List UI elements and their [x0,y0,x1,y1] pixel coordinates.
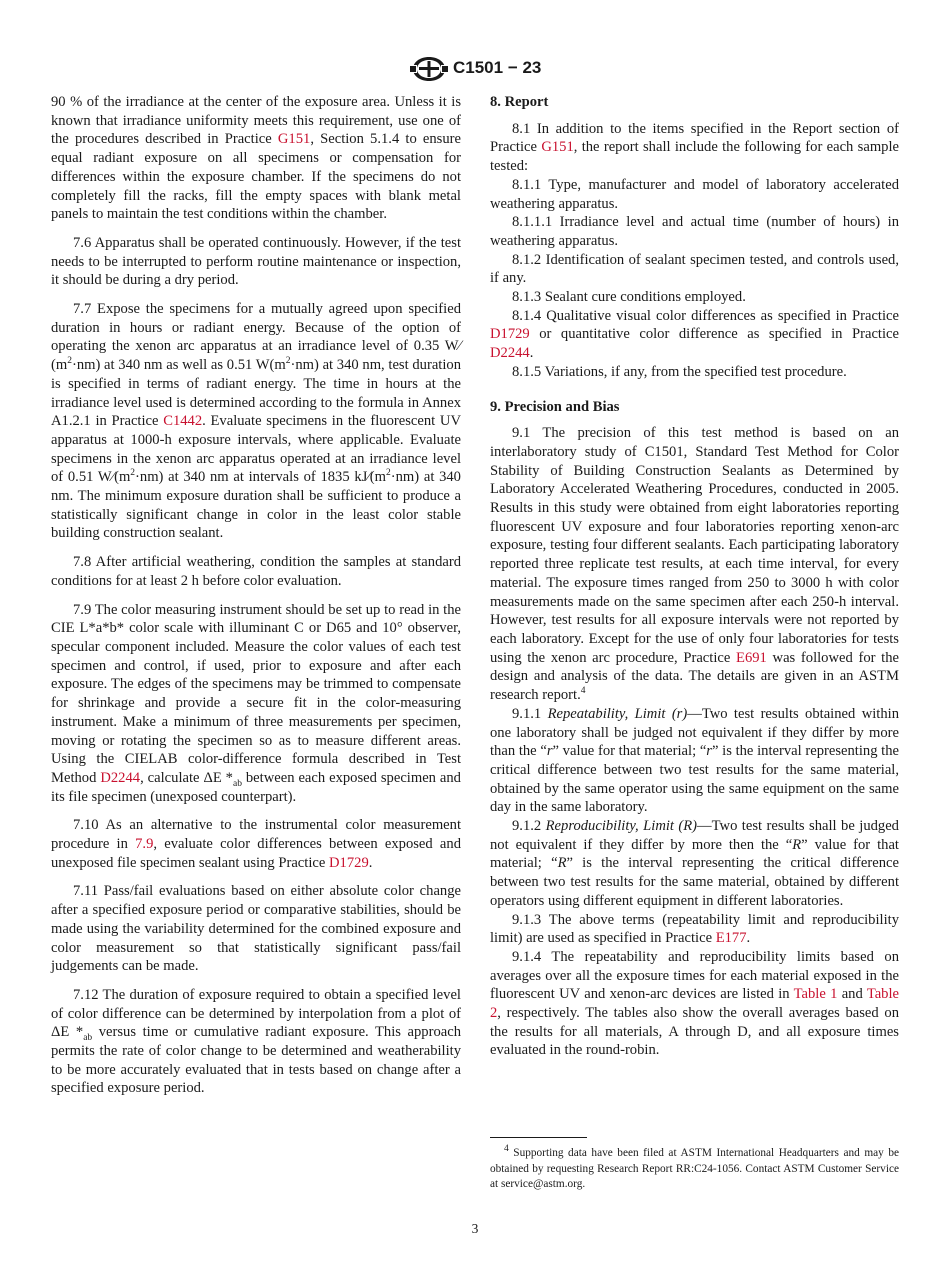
paragraph-7-6: 7.6 Apparatus shall be operated continuously. However, if the test needs to be interrupted to perform routine maintenance or inspection, it should be during a dry period. [51,234,461,289]
paragraph-9-1-1: 9.1.1 Repeatability, Limit (r)—Two test results obtained within one laboratory shall be judged not equivalent if they differ by more than the “r” value for that material; “r” is the interval representing the critical difference between two test results for the same material, obtained by the same operator using the same equipment on the same day in the same laboratory. [490,705,900,816]
page-header [0,56,950,82]
paragraph-7-10: 7.10 As an alternative to the instrumental color measurement procedure in 7.9, evaluate color differences between exposed and unexposed file specimen sealant using Practice D1729. [51,817,461,871]
link-d1729[interactable]: D1729 [329,854,369,871]
link-e177[interactable]: E177 [715,930,747,947]
footnote-ref-4: 4 [580,686,586,697]
footnote-divider [490,1137,587,1138]
link-d1729-report[interactable]: D1729 [490,326,530,343]
left-column [51,93,461,1108]
paragraph-8-1-1-1: 8.1.1.1 Irradiance level and actual time (number of hours) in weathering apparatus. [490,214,899,249]
link-table-1[interactable]: Table 1 [793,986,838,1003]
paragraph-9-1-4: 9.1.4 The repeatability and reproducibility limits based on averages over all the exposure times for each material exposed in the fluorescent UV and xenon-arc devices are listed in Table 1 and Table 2, respectively. The tables also show the overall averages based on the results for all materials, A through D, and all exposure times evaluated in the round-robin. [490,948,900,1059]
link-section-7-9[interactable]: 7.9 [135,836,154,853]
paragraph-7-5-continued: 90 % of the irradiance at the center of the exposure area. Unless it is known that irradiance uniformity meets this requirement, use one of the procedures described in Practice G151, Section 5.1.4 to ensure equal radiant exposure on all specimens or compensation for differences within the exposure chamber. If the specimens do not completely fill the racks, fill the empty spaces with blank metal panels to maintain the test conditions within the chamber. [51,94,461,223]
document-id: C1501 − 23 [453,58,542,77]
link-c1442[interactable]: C1442 [163,413,203,430]
right-column [490,93,899,1060]
paragraph-8-1: 8.1 In addition to the items specified in the Report section of Practice G151, the report shall include the following for each sample tested: [490,120,899,175]
link-g151-report[interactable]: G151 [541,139,574,156]
section-heading-precision-bias: 9. Precision and Bias [490,398,620,415]
link-d2244-report[interactable]: D2244 [490,345,530,362]
paragraph-8-1-2: 8.1.2 Identification of sealant specimen tested, and controls used, if any. [490,251,899,287]
paragraph-9-1: 9.1 The precision of this test method is based on an interlaboratory study of C1501, Standard Test Method for Color Stability of Building Construction Sealants as Determined by Laboratory Accelerated Weathering Procedures, conducted in 2005. Results in this study were obtained from eight laboratories reporting fluorescent UV exposure and four laboratories reporting xenon-arc exposure, testing four different sealants. Each participating laboratory reported three replicate test results, at each time interval, for every material. The exposure times ranged from 250 to 3000 h with color measurements made on the same specimen after each 250-h interval. However, test results for all exposure intervals were not reported by each laboratory. Except for the use of only four laboratories for tests using the xenon arc procedure, Practice E691 was followed for the design and analysis of the data. The details are given in an ASTM research report.$^4$ [490,425,899,704]
section-heading-report: 8. Report [490,94,549,110]
paragraph-8-1-3: 8.1.3 Sealant cure conditions employed. [512,289,746,306]
footnote-4: $^4$ Supporting data have been filed at ASTM International Headquarters and may be obtained by requesting Research Report RR:C24-1056. Contact ASTM Customer Service at service@astm.org. [490,1144,899,1191]
paragraph-9-1-2: 9.1.2 Reproducibility, Limit (R)—Two test results shall be judged not equivalent if they differ by more then the “R” value for that material; “R” is the interval representing the critical difference between two test results for the same material, obtained by different operators using different equipment in different laboratories. [490,818,899,909]
link-d2244[interactable]: D2244 [100,769,141,786]
paragraph-7-12: 7.12 The duration of exposure required to obtain a specified level of color difference can be determined by interpolation from a plot of ΔE $*_{ab}$ versus time or cumulative radiant exposure. This approach permits the rate of color change to be determined and weatherability to be more accurately evaluated that in tests based on change after a specified exposure period. [51,986,462,1097]
paragraph-7-7: 7.7 Expose the specimens for a mutually agreed upon specified duration in hours or radiant energy. Because of the option of operating the xenon arc apparatus at an irradiance level of 0.35 $W⁄(m^2\cdot nm)$ at 340 nm as well as 0.51 $W(m^2\cdot nm)$ at 340 nm, test duration is specified in terms of radiant energy. The time in hours at the irradiance level used is determined according to the formula in Annex A1.2.1 in Practice C1442. Evaluate specimens in the fluorescent UV apparatus at 1000-h exposure intervals, where applicable. Evaluate specimens in the xenon arc apparatus operated at an irradiance level of 0.51 $W⁄(m^2\cdot nm)$ at 340 nm at intervals of 1835 $kJ⁄(m^2\cdot nm)$ at 340 nm. The minimum exposure duration shall be sufficient to produce a statistically significant change in color in the least color stable building construction sealant. [51,301,462,542]
paragraph-7-11: 7.11 Pass/fail evaluations based on either absolute color change after a specified exposure period or comparative stabilities, should be made using the variability determined for the combined exposure and color measurement so that statistically significant pass/fail judgements can be made. [51,883,461,975]
link-g151[interactable]: G151 [277,131,311,148]
paragraph-8-1-5: 8.1.5 Variations, if any, from the specified test procedure. [512,363,847,380]
paragraph-8-1-4: 8.1.4 Qualitative visual color differences as specified in Practice D1729 or quantitative color difference as specified in Practice D2244. [490,307,899,362]
link-e691[interactable]: E691 [736,649,767,666]
astm-logo-icon [409,56,449,82]
page-number: 3 [471,1221,479,1236]
paragraph-7-8: 7.8 After artificial weathering, condition the samples at standard conditions for at least 2 h before color evaluation. [51,554,461,589]
paragraph-9-1-3: 9.1.3 The above terms (repeatability limit and reproducibility limit) are used as specified in Practice E177. [490,911,899,947]
link-table-2[interactable]: Table 2 [490,986,900,1022]
paragraph-7-9: 7.9 The color measuring instrument should be set up to read in the CIE L*a*b* color scale with illuminant C or D65 and 10° observer, specular component included. Measure the color values of each test specimen and control, if used, prior to exposure and after each exposure. The edges of the specimens may be trimmed to compensate for shrinkage and provide a secure fit in the color-measuring instrument. Make a minimum of three measurements per specimen, moving or rotating the specimen so as to measure different areas. Using the CIELAB color-difference formula described in Test Method D2244, calculate ΔE $*_{ab}$ between each exposed specimen and its file specimen (unexposed counterpart). [51,601,461,805]
paragraph-8-1-1: 8.1.1 Type, manufacturer and model of laboratory accelerated weathering apparatus. [490,176,899,212]
